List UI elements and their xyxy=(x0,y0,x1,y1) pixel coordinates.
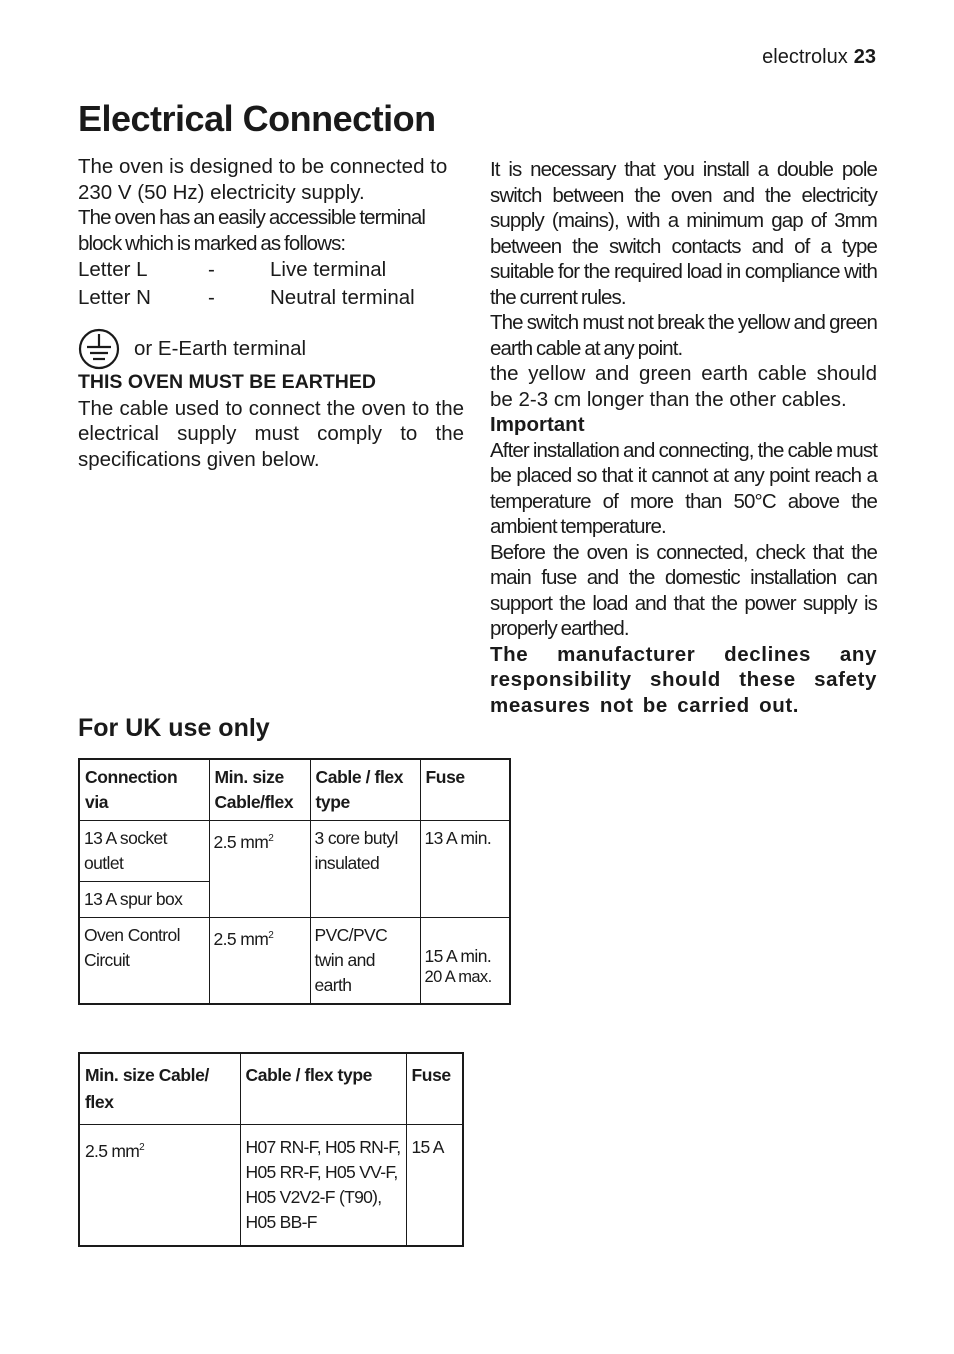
cable-type: H05 V2V2-F (T90), xyxy=(245,1187,382,1207)
cable-length-paragraph: the yellow and green earth cable should be 2-3 cm longer than the other cables. xyxy=(490,362,877,411)
earth-symbol-icon xyxy=(78,328,120,370)
uk-heading: For UK use only xyxy=(78,714,270,742)
terminal-name: Live terminal xyxy=(270,258,387,281)
earth-terminal-label: or E-Earth terminal xyxy=(134,337,307,361)
terminal-dash: - xyxy=(208,258,215,281)
column-header: Fuse xyxy=(406,1053,463,1125)
table-header-row xyxy=(79,1053,463,1125)
column-header: Fuse xyxy=(420,759,510,821)
table-cell: 13 A min. xyxy=(420,821,510,918)
temperature-paragraph: After installation and connecting, the cable must be placed so that it cannot at any point reach a temperature of more than 50°C above the ambient temperature. xyxy=(490,438,877,538)
intro-paragraph-2: The oven has an easily accessible terminal block which is marked as follows: xyxy=(78,206,426,255)
page-number: 23 xyxy=(853,46,876,68)
terminal-row-l xyxy=(78,256,464,284)
column-header: Cable / flex type xyxy=(240,1053,406,1125)
table-cell: PVC/PVC twin and earth xyxy=(310,918,420,1005)
table-cell: 13 A spur box xyxy=(79,882,209,918)
terminal-name: Neutral terminal xyxy=(270,286,415,309)
page-title: Electrical Connection xyxy=(78,98,436,139)
fuse-min: 15 A min. xyxy=(424,946,492,966)
column-header: Cable / flex type xyxy=(310,759,420,821)
intro-paragraph-1: The oven is designed to be connected to 230 V (50 Hz) electricity supply. xyxy=(78,155,448,204)
fuse-max: 20 A max. xyxy=(424,968,492,986)
table-cell: 13 A socket outlet xyxy=(79,821,209,882)
cable-type: H05 BB-F xyxy=(245,1212,317,1232)
column-header: Connection via xyxy=(79,759,209,821)
page-header xyxy=(762,46,876,69)
table-row xyxy=(79,918,510,1005)
column-header: Min. size Cable/flex xyxy=(209,759,310,821)
table-cell: 15 A xyxy=(406,1125,463,1247)
right-column xyxy=(490,157,877,718)
earth-terminal-row xyxy=(78,328,464,370)
cable-type: H05 RR-F, H05 VV-F, xyxy=(245,1162,398,1182)
column-header: Min. size Cable/ flex xyxy=(79,1053,240,1125)
table-cell: 2.5 $mm^2$ xyxy=(79,1125,240,1247)
earth-cable-paragraph: The switch must not break the yellow and green earth cable at any point. xyxy=(490,311,877,360)
cable-type: H07 RN-F, H05 RN-F, xyxy=(245,1137,401,1157)
earthed-heading: THIS OVEN MUST BE EARTHED xyxy=(78,371,376,393)
table-cell: Oven Control Circuit xyxy=(79,918,209,1005)
terminal-row-n xyxy=(78,284,464,312)
table-cell: 3 core butyl insulated xyxy=(310,821,420,918)
terminal-letter: Letter L xyxy=(78,258,148,281)
fuse-check-paragraph: Before the oven is connected, check that the main fuse and the domestic installation can support the load and that the power supply is properly earthed. xyxy=(490,540,877,640)
important-label: Important xyxy=(490,413,585,436)
table-row xyxy=(79,1125,463,1247)
table-cell xyxy=(240,1125,406,1247)
manufacturer-warning: The manufacturer declines any responsibility should these safety measures not be carried out. xyxy=(490,642,877,717)
brand-name: electrolux xyxy=(762,46,848,68)
left-column xyxy=(78,154,464,472)
cable-paragraph: The cable used to connect the oven to the electrical supply must comply to the specifications given below. xyxy=(78,396,464,471)
terminal-letter: Letter N xyxy=(78,286,151,309)
table-cell xyxy=(420,918,510,1005)
switch-paragraph: It is necessary that you install a double pole switch between the oven and the electricity supply (mains), with a minimum gap of 3mm between the switch contacts and of a type suitable for the required load in compliance with the current rules. xyxy=(490,158,877,309)
uk-connection-table xyxy=(78,758,511,1005)
table-cell: 2.5 $mm^2$ xyxy=(209,821,310,918)
cable-spec-table xyxy=(78,1052,464,1247)
table-row xyxy=(79,821,510,882)
table-header-row xyxy=(79,759,510,821)
terminal-dash: - xyxy=(208,286,215,309)
table-cell: 2.5 $mm^2$ xyxy=(209,918,310,1005)
